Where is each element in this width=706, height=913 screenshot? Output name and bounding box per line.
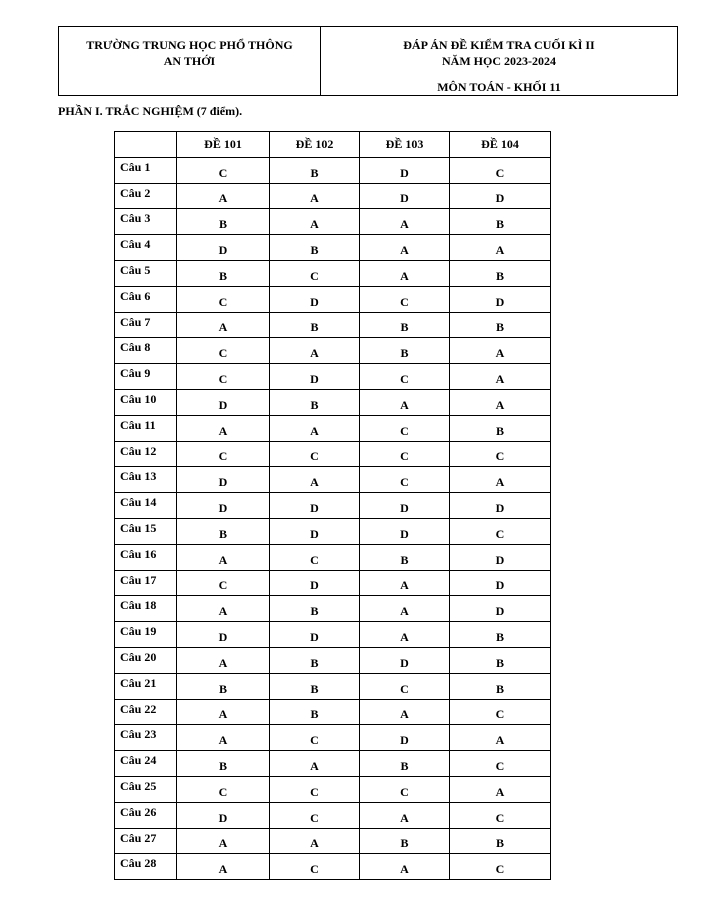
answer-cell: A <box>450 338 551 364</box>
answer-cell: B <box>177 673 270 699</box>
answer-cell: C <box>450 802 551 828</box>
answer-cell: D <box>450 544 551 570</box>
answer-cell: B <box>177 518 270 544</box>
column-header <box>115 132 177 158</box>
answer-cell: D <box>270 364 360 390</box>
answer-cell: A <box>177 725 270 751</box>
answer-cell: B <box>450 622 551 648</box>
answer-cell: B <box>270 157 360 183</box>
answer-cell: A <box>270 828 360 854</box>
question-label: Câu 24 <box>115 751 177 777</box>
question-label: Câu 8 <box>115 338 177 364</box>
exam-subject: MÔN TOÁN - KHỐI 11 <box>437 80 561 94</box>
section-title: PHẦN I. TRẮC NGHIỆM (7 điểm). <box>58 104 243 118</box>
answer-cell: C <box>360 364 450 390</box>
answer-cell: A <box>177 415 270 441</box>
school-name-line1: TRƯỜNG TRUNG HỌC PHỔ THÔNG <box>86 38 293 52</box>
answer-cell: C <box>360 286 450 312</box>
answer-cell: D <box>270 286 360 312</box>
answer-cell: A <box>360 209 450 235</box>
answer-cell: A <box>177 544 270 570</box>
answer-cell: A <box>270 467 360 493</box>
answer-cell: B <box>450 312 551 338</box>
answer-cell: B <box>270 673 360 699</box>
answer-cell: C <box>360 415 450 441</box>
school-name-line2: AN THỚI <box>163 54 216 68</box>
answer-cell: D <box>360 518 450 544</box>
answer-cell: B <box>450 647 551 673</box>
table-row <box>115 286 551 312</box>
answer-cell: B <box>270 235 360 261</box>
answer-cell: D <box>177 493 270 519</box>
table-row <box>115 441 551 467</box>
question-label: Câu 6 <box>115 286 177 312</box>
answer-cell: A <box>270 415 360 441</box>
table-row <box>115 544 551 570</box>
answer-cell: A <box>360 260 450 286</box>
answer-cell: A <box>270 751 360 777</box>
answer-cell: C <box>270 544 360 570</box>
table-row <box>115 518 551 544</box>
answer-cell: B <box>177 209 270 235</box>
answer-cell: D <box>270 493 360 519</box>
question-label: Câu 18 <box>115 596 177 622</box>
answer-cell: B <box>360 544 450 570</box>
question-label: Câu 23 <box>115 725 177 751</box>
table-row <box>115 260 551 286</box>
answer-cell: B <box>450 828 551 854</box>
table-row <box>115 493 551 519</box>
answer-cell: D <box>360 157 450 183</box>
answer-cell: D <box>450 493 551 519</box>
answer-cell: D <box>177 802 270 828</box>
answer-cell: D <box>450 596 551 622</box>
answer-cell: C <box>177 157 270 183</box>
question-label: Câu 20 <box>115 647 177 673</box>
answer-cell: C <box>177 776 270 802</box>
answer-cell: C <box>177 286 270 312</box>
answer-cell: A <box>177 699 270 725</box>
table-row <box>115 338 551 364</box>
answer-cell: C <box>450 441 551 467</box>
answer-cell: A <box>177 854 270 880</box>
answer-cell: D <box>270 518 360 544</box>
answer-cell: D <box>270 570 360 596</box>
question-label: Câu 4 <box>115 235 177 261</box>
answer-cell: D <box>360 725 450 751</box>
answer-cell: A <box>270 183 360 209</box>
table-row <box>115 364 551 390</box>
answer-cell: B <box>177 751 270 777</box>
answer-cell: A <box>360 699 450 725</box>
answer-cell: D <box>360 183 450 209</box>
table-row <box>115 647 551 673</box>
question-label: Câu 9 <box>115 364 177 390</box>
question-label: Câu 28 <box>115 854 177 880</box>
answer-cell: D <box>360 647 450 673</box>
document-header <box>58 26 678 96</box>
answer-cell: A <box>177 828 270 854</box>
answer-cell: C <box>270 776 360 802</box>
question-label: Câu 12 <box>115 441 177 467</box>
column-header: ĐỀ 103 <box>360 132 450 158</box>
answer-cell: D <box>177 622 270 648</box>
answer-cell: A <box>360 570 450 596</box>
answer-cell: C <box>270 260 360 286</box>
answer-cell: B <box>270 647 360 673</box>
answer-cell: C <box>360 467 450 493</box>
answer-cell: D <box>450 183 551 209</box>
answer-cell: C <box>360 441 450 467</box>
table-row <box>115 699 551 725</box>
answer-cell: D <box>177 467 270 493</box>
table-row <box>115 622 551 648</box>
question-label: Câu 16 <box>115 544 177 570</box>
answer-cell: C <box>360 776 450 802</box>
answer-cell: A <box>360 854 450 880</box>
answer-cell: C <box>450 518 551 544</box>
answer-cell: A <box>450 235 551 261</box>
column-header: ĐỀ 104 <box>450 132 551 158</box>
answer-cell: C <box>450 854 551 880</box>
answer-cell: D <box>450 570 551 596</box>
answer-cell: A <box>177 596 270 622</box>
table-row <box>115 312 551 338</box>
answer-cell: A <box>360 596 450 622</box>
answer-cell: A <box>177 312 270 338</box>
question-label: Câu 22 <box>115 699 177 725</box>
answer-cell: A <box>270 209 360 235</box>
answer-key-table <box>114 131 551 880</box>
school-name-cell <box>59 27 321 95</box>
question-label: Câu 5 <box>115 260 177 286</box>
answer-cell: B <box>270 596 360 622</box>
table-row <box>115 596 551 622</box>
answer-cell: D <box>177 389 270 415</box>
answer-cell: A <box>450 364 551 390</box>
question-label: Câu 11 <box>115 415 177 441</box>
column-header: ĐỀ 101 <box>177 132 270 158</box>
answer-cell: C <box>450 157 551 183</box>
answer-cell: B <box>360 338 450 364</box>
question-label: Câu 13 <box>115 467 177 493</box>
answer-cell: B <box>450 415 551 441</box>
answer-cell: A <box>450 725 551 751</box>
table-header-row <box>115 132 551 158</box>
question-label: Câu 3 <box>115 209 177 235</box>
table-row <box>115 235 551 261</box>
table-row <box>115 389 551 415</box>
answer-cell: A <box>360 622 450 648</box>
answer-cell: C <box>450 751 551 777</box>
question-label: Câu 17 <box>115 570 177 596</box>
answer-cell: A <box>270 338 360 364</box>
answer-cell: D <box>450 286 551 312</box>
answer-cell: B <box>177 260 270 286</box>
table-row <box>115 415 551 441</box>
table-row <box>115 183 551 209</box>
answer-cell: A <box>450 467 551 493</box>
table-row <box>115 776 551 802</box>
answer-cell: B <box>270 312 360 338</box>
answer-cell: C <box>177 570 270 596</box>
answer-cell: B <box>270 699 360 725</box>
table-row <box>115 209 551 235</box>
table-row <box>115 157 551 183</box>
answer-cell: A <box>360 802 450 828</box>
table-row <box>115 467 551 493</box>
answer-cell: A <box>177 183 270 209</box>
answer-cell: A <box>450 389 551 415</box>
answer-cell: C <box>177 338 270 364</box>
question-label: Câu 15 <box>115 518 177 544</box>
table-row <box>115 751 551 777</box>
answer-cell: D <box>360 493 450 519</box>
answer-cell: D <box>177 235 270 261</box>
answer-cell: C <box>177 441 270 467</box>
answer-cell: A <box>360 389 450 415</box>
question-label: Câu 14 <box>115 493 177 519</box>
question-label: Câu 21 <box>115 673 177 699</box>
answer-cell: C <box>270 441 360 467</box>
answer-cell: B <box>360 751 450 777</box>
table-row <box>115 802 551 828</box>
answer-cell: C <box>360 673 450 699</box>
question-label: Câu 26 <box>115 802 177 828</box>
question-label: Câu 27 <box>115 828 177 854</box>
answer-cell: A <box>177 647 270 673</box>
answer-cell: C <box>270 802 360 828</box>
question-label: Câu 25 <box>115 776 177 802</box>
answer-table-body <box>115 157 551 879</box>
answer-cell: D <box>270 622 360 648</box>
question-label: Câu 7 <box>115 312 177 338</box>
answer-cell: C <box>450 699 551 725</box>
table-row <box>115 725 551 751</box>
exam-title-line2: NĂM HỌC 2023-2024 <box>442 54 556 68</box>
answer-cell: B <box>450 673 551 699</box>
table-row <box>115 828 551 854</box>
table-row <box>115 570 551 596</box>
exam-title-cell <box>321 27 677 95</box>
question-label: Câu 10 <box>115 389 177 415</box>
answer-cell: B <box>450 209 551 235</box>
answer-cell: B <box>270 389 360 415</box>
answer-cell: A <box>360 235 450 261</box>
answer-cell: B <box>360 828 450 854</box>
answer-cell: C <box>270 854 360 880</box>
answer-cell: C <box>177 364 270 390</box>
column-header: ĐỀ 102 <box>270 132 360 158</box>
answer-cell: C <box>270 725 360 751</box>
exam-title-line1: ĐÁP ÁN ĐỀ KIỂM TRA CUỐI KÌ II <box>403 38 595 52</box>
answer-cell: A <box>450 776 551 802</box>
answer-cell: B <box>450 260 551 286</box>
question-label: Câu 1 <box>115 157 177 183</box>
question-label: Câu 2 <box>115 183 177 209</box>
table-row <box>115 854 551 880</box>
table-row <box>115 673 551 699</box>
question-label: Câu 19 <box>115 622 177 648</box>
answer-cell: B <box>360 312 450 338</box>
